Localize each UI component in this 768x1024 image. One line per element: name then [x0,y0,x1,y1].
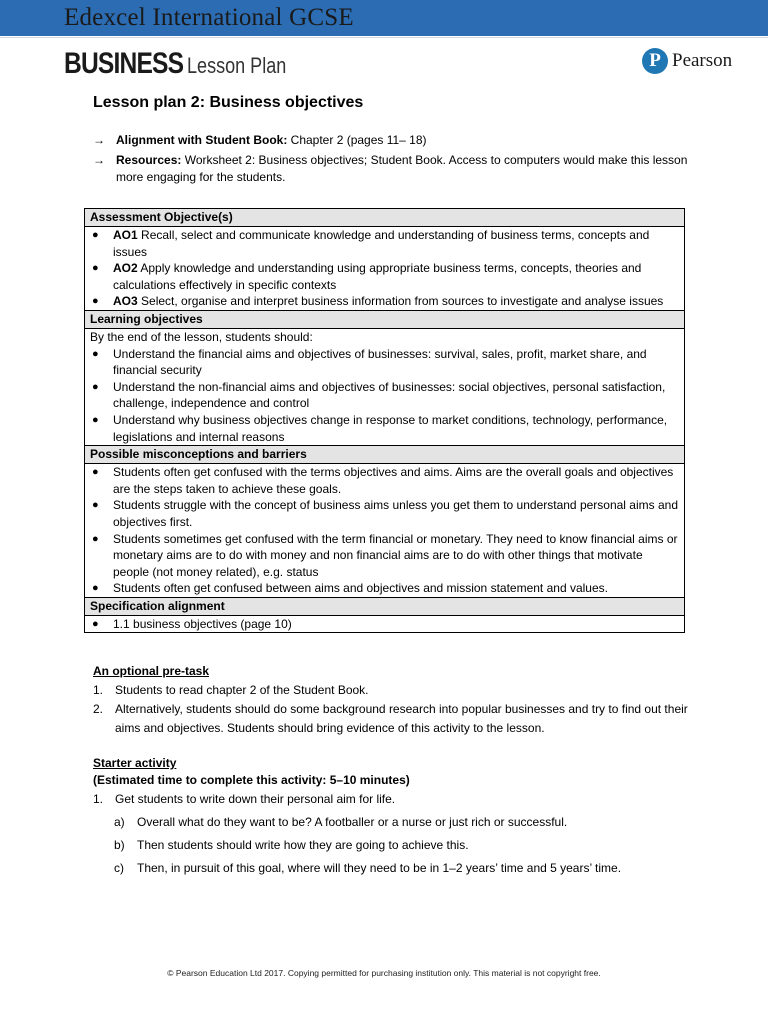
alignment-label: Alignment with Student Book: [116,133,288,147]
pearson-logo [642,48,732,74]
list-item [90,616,680,633]
bullet-icon: ● [92,582,99,595]
bullet-icon: ● [92,262,99,275]
list-item [90,497,680,530]
list-item [93,813,693,832]
list-item [93,790,693,809]
item-text: Alternatively, students should do some background research into popular businesses and try to find out their aims and objectives. Students should bring evidence of this activity to the lesson. [115,702,688,735]
list-item [90,580,680,597]
ao-code: AO2 [113,261,138,276]
brand-main: BUSINESS [64,47,184,80]
learning-intro: By the end of the lesson, students should: [90,329,313,344]
bullet-icon: ● [92,499,99,512]
bullet-icon: ● [92,413,99,426]
learning-heading: Learning objectives [85,311,684,329]
list-item [90,227,680,260]
item-number: 2. [93,702,104,716]
bullet-icon: ● [92,532,99,545]
starter-time-note: (Estimated time to complete this activity: 5–10 minutes) [93,773,410,787]
misconception-text: Students often get confused with the terms objectives and aims. Aims are the overall goals and objectives are the steps taken to achieve these goals. [113,465,674,496]
starter-heading: Starter activity [93,756,177,770]
item-number: 1. [93,683,104,697]
ao-text: Apply knowledge and understanding using appropriate business terms, concepts, theories and calculations effectively in specific contexts [113,261,642,292]
bullet-icon: ● [92,466,99,479]
list-item [93,700,693,738]
learning-text: Understand the financial aims and objectives of businesses: survival, sales, profit, market share, and financial security [113,346,647,378]
misconceptions-body [85,464,684,598]
resources-label: Resources: [116,153,182,167]
item-letter: c) [114,861,124,875]
objectives-table [84,208,685,633]
list-item [93,681,693,700]
misconceptions-heading: Possible misconceptions and barriers [85,446,684,464]
alignment-text: Chapter 2 (pages 11– 18) [287,133,427,147]
bullet-icon: ● [92,295,99,308]
learning-text: Understand the non-financial aims and objectives of businesses: social objectives, personal satisfaction, challenge, independence and control [113,379,666,411]
header-band [0,0,768,36]
bullet-icon: ● [92,347,99,360]
list-item [90,260,680,293]
list-item [93,859,693,878]
intro-section [93,94,693,189]
learning-body [85,329,684,446]
ao-code: AO3 [113,294,138,309]
ao-text: Select, organise and interpret business information from sources to investigate and analyse issues [137,294,664,309]
arrow-list [93,132,693,186]
specification-body [85,616,684,633]
bullet-icon: ● [92,229,99,241]
item-text: Then students should write how they are going to achieve this. [137,838,469,852]
assessment-heading: Assessment Objective(s) [85,209,684,227]
bullet-icon: ● [92,380,99,393]
pre-task-section [93,664,693,738]
specification-text: 1.1 business objectives (page 10) [113,616,292,631]
ao-text: Recall, select and communicate knowledge and understanding of business terms, concepts and issues [113,228,650,259]
brand-sub: Lesson Plan [187,53,287,78]
list-item [90,379,680,412]
list-item [90,293,680,310]
brand-title [64,47,308,81]
list-item [90,464,680,497]
alignment-line [93,132,693,149]
item-text: Students to read chapter 2 of the Student Book. [115,683,369,697]
list-item [90,346,680,379]
list-item [90,531,680,581]
item-letter: b) [114,838,125,852]
pre-task-heading: An optional pre-task [93,664,210,678]
arrow-icon: → [93,153,105,167]
arrow-icon: → [93,133,105,147]
list-item [93,836,693,855]
resources-text: Worksheet 2: Business objectives; Student Book. Access to computers would make this lesson more engaging for the students. [116,153,688,184]
learning-text: Understand why business objectives change in response to market conditions, technology, performance, legislations and internal reasons [113,412,668,444]
page-title: Lesson plan 2: Business objectives [93,94,364,111]
publisher-name: Pearson [672,50,733,71]
item-text: Overall what do they want to be? A footballer or a nurse or just rich or successful. [137,815,568,829]
item-text: Then, in pursuit of this goal, where will they need to be in 1–2 years’ time and 5 years’ time. [137,861,622,875]
bullet-icon: ● [92,617,99,630]
item-number: 1. [93,792,104,806]
series-title: Edexcel International GCSE [64,4,354,31]
list-item [90,412,680,445]
misconception-text: Students sometimes get confused with the term financial or monetary. They need to know financial aims or monetary aims are to do with money and non financial aims are to do with other things that motivate people (not money related), e.g. status [113,531,678,579]
header-divider [0,37,768,38]
misconception-text: Students struggle with the concept of business aims unless you get them to understand personal aims and objectives first. [113,498,678,529]
pearson-mark-icon: P [642,48,668,74]
copyright-footer: © Pearson Education Ltd 2017. Copying permitted for purchasing institution only. This material is not copyright free. [167,968,601,978]
starter-section [93,756,693,878]
item-letter: a) [114,815,125,829]
ao-code: AO1 [113,228,138,242]
misconception-text: Students often get confused between aims and objectives and mission statement and values. [113,581,608,596]
assessment-body [85,227,684,311]
item-text: Get students to write down their personal aim for life. [115,792,396,806]
resources-line [93,152,693,186]
specification-heading: Specification alignment [85,598,684,616]
